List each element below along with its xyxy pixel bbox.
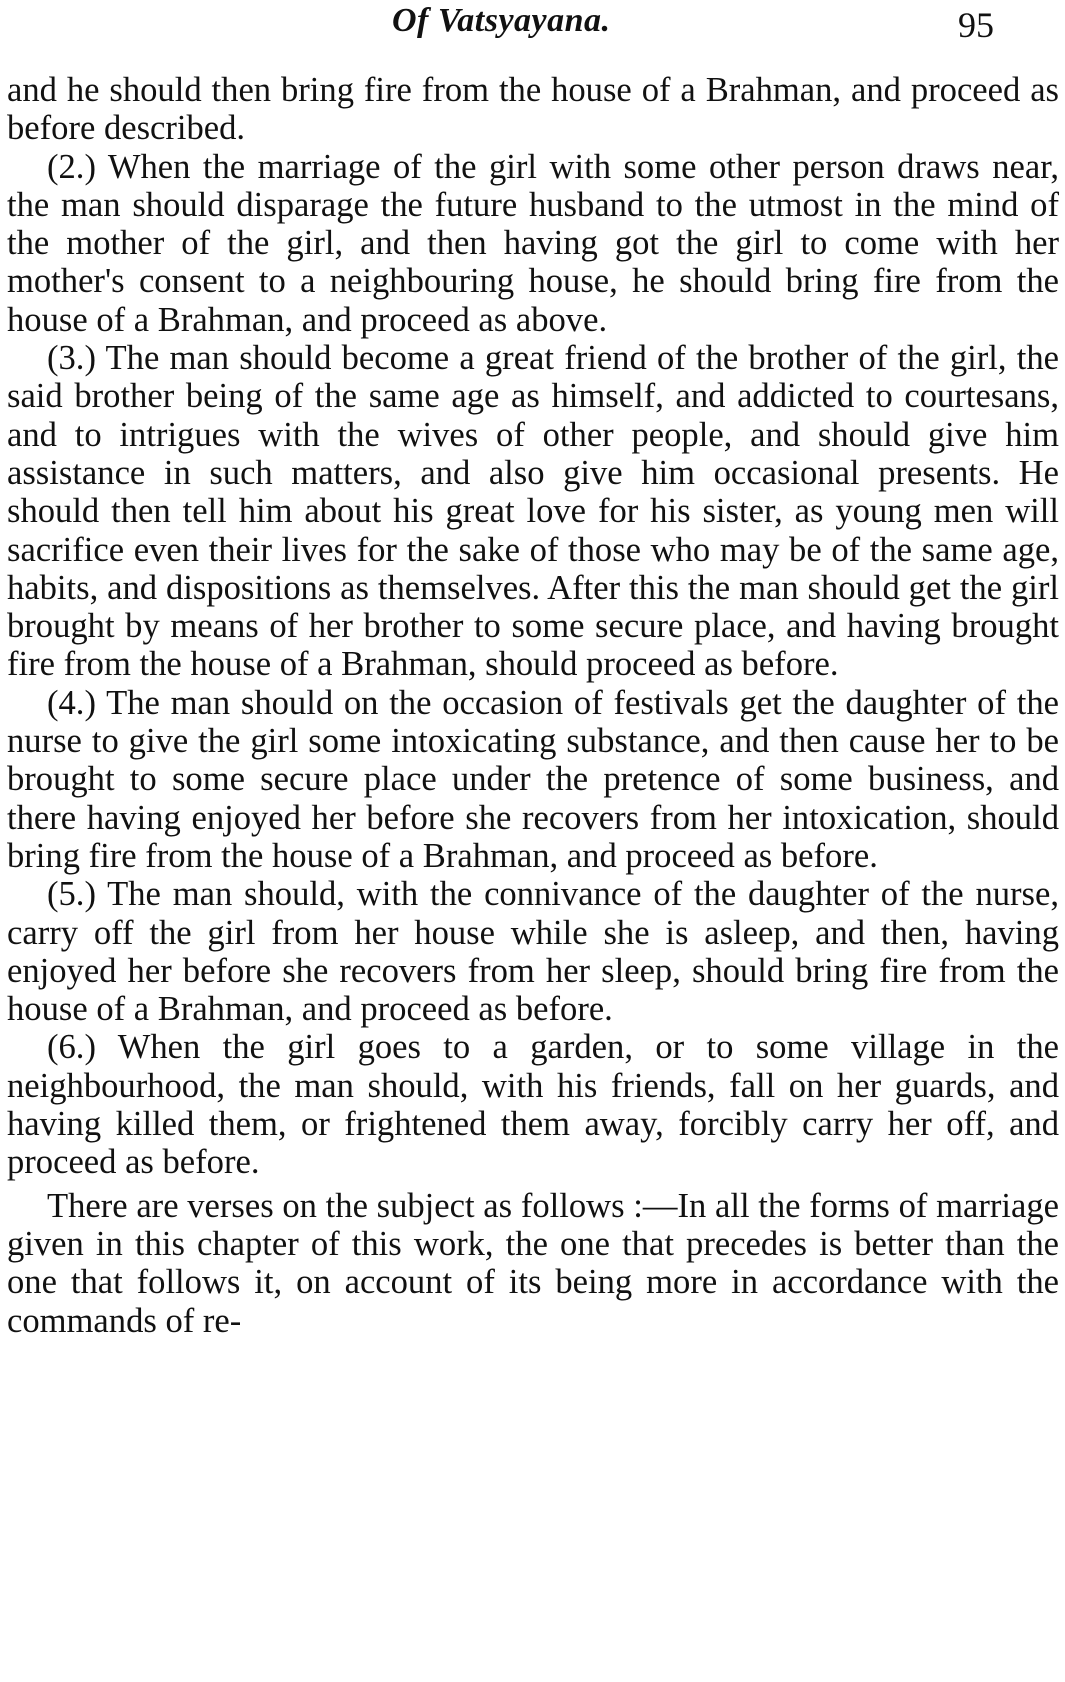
- running-head: [0, 2, 1065, 52]
- paragraph-continued: and he should then bring fire from the house of a Brahman, and proceed as before described.: [7, 71, 1059, 148]
- page-number: 95: [958, 5, 994, 45]
- paragraph-method-4: (4.) The man should on the occasion of festivals get the daughter of the nurse to give the girl some intoxicating substance, and then cause her to be brought to some secure place under the pretence of some business, and there having enjoyed her before she recovers from her intoxication, should bring fire from the house of a Brahman, and proceed as before.: [7, 683, 1059, 875]
- text-body: [7, 71, 1059, 1340]
- paragraph-method-2: (2.) When the marriage of the girl with some other person draws near, the man should disparage the future husband to the utmost in the mind of the mother of the girl, and then having got the girl to come with her mother's consent to a neighbouring house, he should bring fire from the house of a Brahman, and proceed as above.: [7, 147, 1059, 339]
- running-title: Of Vatsyayana.: [392, 2, 611, 39]
- paragraph-method-6: (6.) When the girl goes to a garden, or to some village in the neighbourhood, the man should, with his friends, fall on her guards, and having killed them, or frightened them away, forcibly carry her off, and proceed as before.: [7, 1028, 1059, 1182]
- paragraph-method-5: (5.) The man should, with the connivance of the daughter of the nurse, carry off the girl from her house while she is asleep, and then, having enjoyed her before she recovers from her sleep, should bring fire from the house of a Brahman, and proceed as before.: [7, 875, 1059, 1029]
- paragraph-verses: There are verses on the subject as follows :—In all the forms of marriage given in this chapter of this work, the one that precedes is better than the one that follows it, on account of its being more in accordance with the commands of re-: [7, 1186, 1059, 1340]
- paragraph-method-3: (3.) The man should become a great friend of the brother of the girl, the said brother being of the same age as himself, and addicted to courtesans, and to intrigues with the wives of other people, and should give him assistance in such matters, and also give him occasional presents. He should then tell him about his great love for his sister, as young men will sacrifice even their lives for the sake of those who may be of the same age, habits, and dispositions as themselves. After this the man should get the girl brought by means of her brother to some secure place, and having brought fire from the house of a Brahman, should proceed as before.: [7, 339, 1059, 684]
